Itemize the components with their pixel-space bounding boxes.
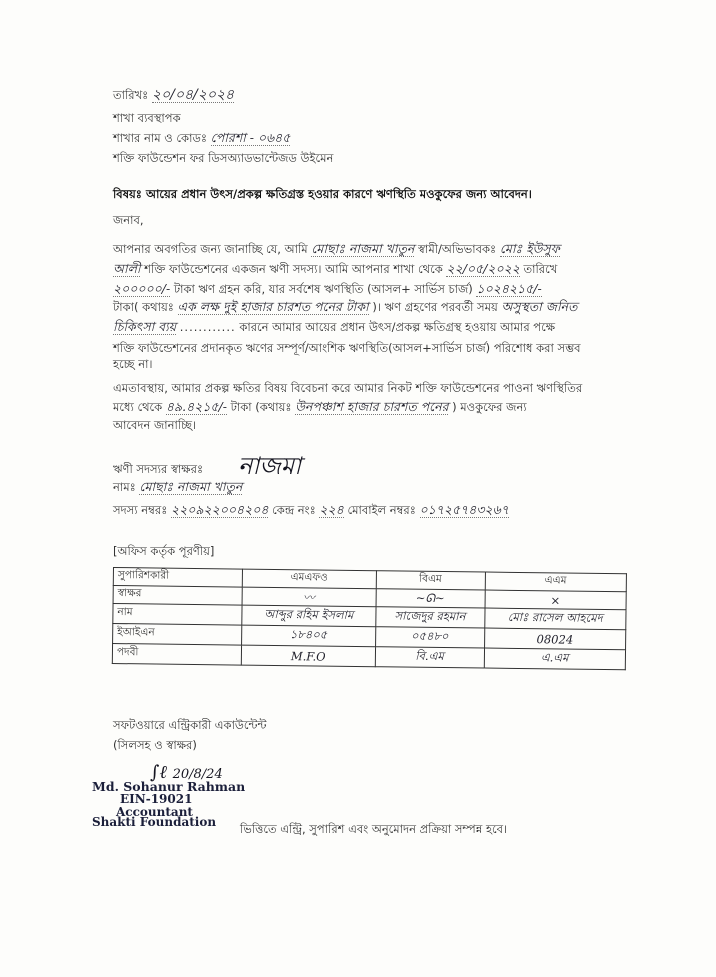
para1-text: টাকা ঋণ গ্রহন করি, যার সর্বশেষ ঋণস্থিতি (আসল+ সার্ভিস চার্জ) [173,282,473,296]
loan-amount: ২০০০০০/- [113,281,171,296]
cell-value: সাজেদুর রহমান [394,608,466,624]
para1-line1 [113,242,560,257]
row-label: নাম [113,604,242,626]
member-name-inline: মোছাঃ নাজমা খাতুন [311,241,415,256]
para1-text: শক্তি ফাউন্ডেশনের একজন ঋণী সদস্য। আমি আপনার শাখা থেকে [144,262,443,276]
center-value: ২২৪ [319,502,344,517]
addressee: শাখা ব্যবস্থাপক [113,111,181,125]
stamp-role: Accountant [116,805,193,819]
para2-line3: আবেদন জানাচ্ছি। [113,418,197,432]
org-name: শক্তি ফাউন্ডেশন ফর ডিসঅ্যাডভান্টেজড উইমেন [113,151,334,165]
para1-line6: শক্তি ফাউন্ডেশনের প্রদানকৃত ঋণের সম্পূর্ণ/আংশিক ঋণস্থিতি(আসল+সার্ভিস চার্জ) পরিশোধ করা সম্ভব [113,341,581,355]
am-name [484,608,626,630]
member-name-value: মোছাঃ নাজমা খাতুন [139,479,243,494]
loan-date: ২২/০৫/২০২২ [446,261,520,276]
office-table [112,567,627,670]
para1-line3 [113,282,542,297]
footer-note: ভিত্তিতে এন্ট্রি, সুপারিশ এবং অনুমোদন প্রক্রিয়া সম্পন্ন হবে। [240,822,508,836]
am-signature: ⨯ [485,590,627,610]
guardian-label: স্বামী/অভিভাবকঃ [417,242,497,256]
para1-text: কারনে আমার আয়ের প্রধান উৎস/প্রকল্প ক্ষতিগ্রস্থ হওয়ায় আমার পক্ষে [239,320,556,334]
para1-text: তারিখে [523,262,558,276]
guardian-name: মোঃ ইউসুফ [499,241,560,256]
member-sig-label: ঋণী সদস্যর স্বাক্ষরঃ [113,462,204,476]
stamp-ein: EIN-19021 [120,792,193,806]
am-designation [484,648,626,670]
branch-label: শাখার নাম ও কোডঃ [113,131,208,145]
para2-line1: এমতাবস্থায়, আমার প্রকল্প ক্ষতির বিষয় বিবেচনা করে আমার নিকট শক্তি ফাউন্ডেশনের পাওনা ঋণস্থিতির [113,381,583,395]
cell-value: এ.এম [540,650,569,665]
mobile-label: মোবাইল নম্বরঃ [347,503,416,517]
para1-line5: চিকিৎসা ব্যয় ............ কারনে আমার আয়ের প্রধান উৎস/প্রকল্প ক্ষতিগ্রস্থ হওয়ায় আমার পক্ষে [113,319,556,334]
member-id-value: ২২০৯২২০০৪২০৪ [170,502,269,517]
guardian-name-cont: আলী [113,261,141,276]
accountant-signature: ∫ℓ 20/8/24 [150,762,223,783]
am-ein [484,628,626,650]
balance-words: এক লক্ষ দুই হাজার চারশত পনের টাকা [177,299,369,314]
header-bm: বিএম [376,571,485,590]
mfo-signature: 〰︎ [242,587,376,607]
para2-text: ) মওকুফের জন্য [452,400,527,414]
balance-amount: ১০২৪২১৫/- [476,281,542,296]
para2-line2 [113,400,527,415]
member-name-label: নামঃ [113,480,136,494]
para1-line4 [113,300,577,315]
para1-text: টাকা( কথায়ঃ [113,300,174,314]
header-recommender: সুপারিশকারী [113,568,242,588]
accountant-stamp [92,780,245,829]
date-label: তারিখঃ [113,88,149,102]
row-label: স্বাক্ষর [113,586,242,606]
para1-text: )। ঋণ গ্রহণের পরবর্তী সময় [372,300,498,314]
salutation: জনাব, [113,213,144,227]
para1-line2 [113,262,557,277]
mfo-ein [242,625,376,647]
bm-name [375,607,484,628]
office-title: [অফিস কর্তৃক পূরণীয়] [113,544,215,558]
member-signature: নাজমা [238,452,302,480]
stamp-org: Shakti Foundation [92,815,217,829]
date-value: ২০/০৪/২০২৪ [151,87,235,103]
mobile-value: ০১৭২৫৭৪৩২৬৭ [419,502,509,517]
waiver-words: উনপঞ্চাশ হাজার চারশত পনের [295,399,449,414]
row-label: ইআইএন [113,624,242,646]
cell-value: বি.এম [415,648,444,664]
row-label: পদবী [112,644,241,666]
header-mfo: এমএফও [242,569,376,589]
center-label: কেন্দ্র নংঃ [272,503,316,517]
cell-value: M.F.O [290,648,326,664]
branch-line [113,131,290,146]
waiver-amount: ৪৯.৪২১৫/- [165,399,227,414]
reason-text: অসুস্থতা জনিত [501,299,578,314]
para2-text: মধ্যে থেকে [113,400,163,414]
member-id-label: সদস্য নম্বরঃ [113,503,168,517]
para1-text: আপনার অবগতির জন্য জানাচ্ছি যে, আমি [113,242,308,256]
reason-text-cont: চিকিৎসা ব্যয় [113,319,177,334]
stamp-name: Md. Sohanur Rahman [92,779,246,794]
header-am: এএম [485,572,627,592]
accountant-seal-line: (সিলসহ ও স্বাক্ষর) [113,738,197,752]
cell-value: মোঃ রাসেল আহমেদ [507,609,603,625]
mfo-designation [241,645,375,667]
cell-value: ০৫৪৮০ [411,628,449,644]
cell-value: আব্দুর রহিম ইসলাম [264,606,354,622]
accountant-line: সফটওয়ারে এন্ট্রিকারী একাউন্টেন্ট [113,718,267,732]
mfo-name [242,605,376,627]
cell-value: ১৮৪০৫ [289,627,328,642]
cell-value: 08024 [536,631,574,647]
bm-designation [375,647,484,668]
bm-signature: ~ᘏ~ [376,589,485,608]
bm-ein [375,627,484,648]
branch-value: পোরশা - ০৬৪৫ [210,130,291,145]
date-line [113,88,234,103]
member-id-line [113,503,509,518]
para1-line7: হচ্ছে না। [113,357,153,371]
member-name-line [113,480,242,495]
subject-line: বিষয়ঃ আয়ের প্রধান উৎস/প্রকল্প ক্ষতিগ্রস্ত হওয়ার কারণে ঋণস্থিতি মওকুফের জন্য আবেদন। [113,187,532,201]
signature-date: 20/8/24 [172,767,223,782]
para2-text: টাকা (কথায়ঃ [230,400,292,414]
